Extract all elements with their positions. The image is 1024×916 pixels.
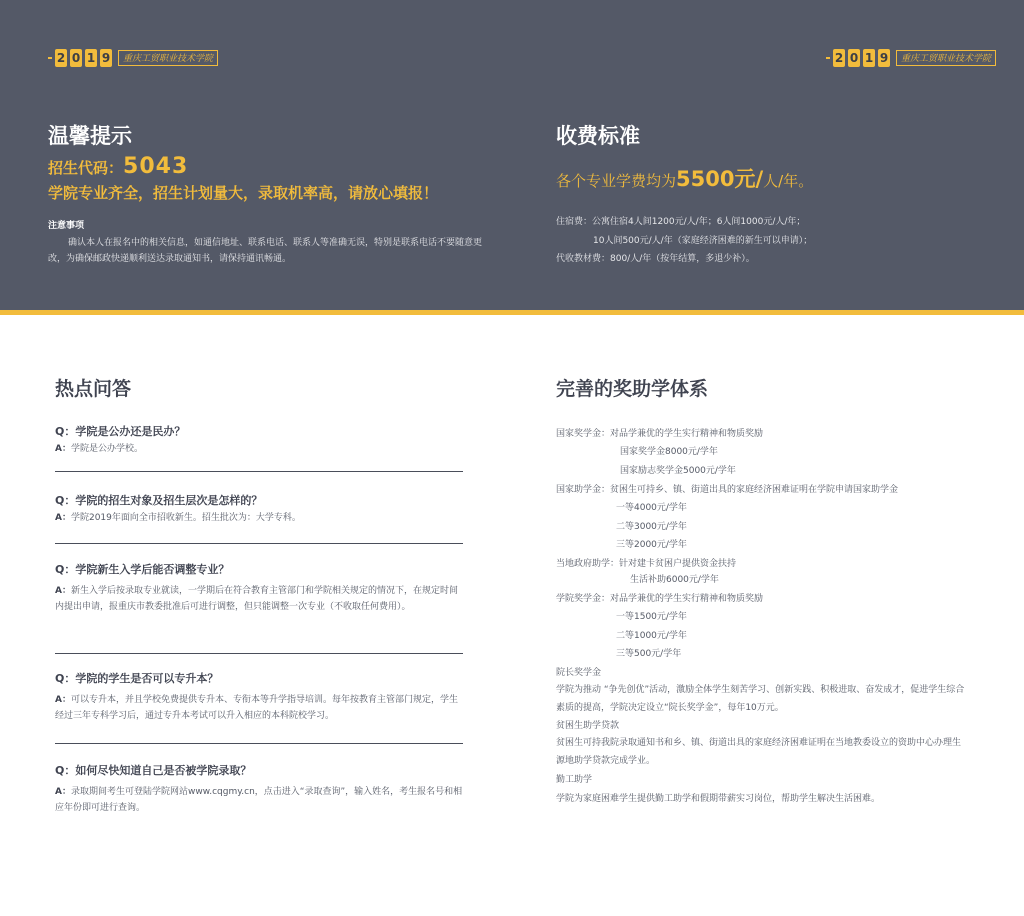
admission-code-value: 5043 xyxy=(123,154,189,179)
faq-question: Q：学院是公办还是民办？ xyxy=(55,425,186,438)
faq-answer xyxy=(55,692,463,724)
school-logo xyxy=(48,48,218,68)
logo-digit: 9 xyxy=(879,51,889,65)
faq-answer xyxy=(55,510,463,526)
aid-line: 三等500元/学年 xyxy=(616,649,682,659)
fee-detail: 住宿费：公寓住宿4人间1200元/人/年；6人间1000元/人/年； xyxy=(556,217,806,227)
aid-line: 院长奖学金 xyxy=(556,668,602,678)
faq-question: Q：学院新生入学后能否调整专业？ xyxy=(55,563,230,576)
faq-divider xyxy=(55,543,463,544)
aid-line: 学院奖学金：对品学兼优的学生实行精神和物质奖励 xyxy=(556,594,764,604)
aid-line: 国家奖学金8000元/学年 xyxy=(620,447,718,457)
faq-answer-text: 可以专升本，并且学校免费提供专升本、专衔本等升学指导培训。每年按教育主管部门规定，学生经过三年专科学习后，通过专升本考试可以升入相应的本科院校学习。 xyxy=(55,695,458,721)
faq-divider xyxy=(55,471,463,472)
aid-line: 国家励志奖学金5000元/学年 xyxy=(620,466,736,476)
note-title: 注意事项 xyxy=(48,221,85,231)
answer-prefix: A： xyxy=(55,444,71,454)
aid-title: 完善的奖助学体系 xyxy=(556,378,709,400)
logo-digit: 2 xyxy=(56,51,66,65)
logo-digit: 1 xyxy=(86,51,96,65)
logo-school-name: 重庆工贸职业技术学院 xyxy=(896,50,996,66)
loan-text: 贫困生可持我院录取通知书和乡、镇、街道出具的家庭经济困难证明在当地教委设立的资助中心办理生源地助学贷款完成学业。 xyxy=(556,738,962,766)
accent-stripe xyxy=(0,310,1024,315)
tuition-prefix: 各个专业学费均为 xyxy=(556,172,677,190)
faq-answer-text: 新生入学后按录取专业就读，一学期后在符合教育主管部门和学院相关规定的情况下，在规定时间内提出申请，报重庆市教委批准后可进行调整，但只能调整一次专业（不收取任何费用）。 xyxy=(55,586,458,612)
note-text: 确认本人在报名中的相关信息，如通信地址、联系电话、联系人等准确无误，特别是联系电话不要随意更改，为确保邮政快递顺利送达录取通知书，请保持通讯畅通。 xyxy=(48,238,483,264)
president-scholarship-text: 学院为推动 “争先创优”活动，激励全体学生刻苦学习、创新实践、积极进取、奋发成才，促进学生综合素质的提高，学院决定设立“院长奖学金”，每年10万元。 xyxy=(556,685,965,713)
faq-question: Q：学院的学生是否可以专升本？ xyxy=(55,672,219,685)
logo-digit: 9 xyxy=(101,51,111,65)
answer-prefix: A： xyxy=(55,513,71,523)
faq-answer xyxy=(55,583,463,615)
aid-line: 二等1000元/学年 xyxy=(616,631,687,641)
logo-bar xyxy=(48,57,52,59)
work-study-title: 勤工助学 xyxy=(556,775,593,785)
faq-divider xyxy=(55,653,463,654)
answer-prefix: A： xyxy=(55,787,71,797)
faq-answer-text: 学院2019年面向全市招收新生。招生批次为：大学专科。 xyxy=(70,513,301,523)
fees-title: 收费标准 xyxy=(556,124,640,148)
school-logo xyxy=(826,48,996,68)
faq-answer-text: 录取期间考生可登陆学院网站www.cqgmy.cn，点击进入“录取查询”，输入姓名，考生报名号和相应年份即可进行查询。 xyxy=(55,787,463,813)
logo-school-name: 重庆工贸职业技术学院 xyxy=(118,50,218,66)
tips-title: 温馨提示 xyxy=(48,124,132,148)
aid-line: 一等1500元/学年 xyxy=(616,612,687,622)
logo-digit: 0 xyxy=(849,51,859,65)
aid-line: 国家助学金：贫困生可持乡、镇、街道出具的家庭经济困难证明在学院申请国家助学金 xyxy=(556,485,899,495)
fee-detail: 代收教材费：800/人/年（按年结算，多退少补）。 xyxy=(556,254,755,264)
logo-digit: 2 xyxy=(834,51,844,65)
work-study-text: 学院为家庭困难学生提供勤工助学和假期带薪实习岗位，帮助学生解决生活困难。 xyxy=(556,794,881,804)
faq-answer xyxy=(55,784,463,816)
answer-prefix: A： xyxy=(55,695,71,705)
tuition-line xyxy=(556,163,813,193)
tuition-amount: 5500元/ xyxy=(676,167,764,191)
aid-line: 二等3000元/学年 xyxy=(616,522,687,532)
tuition-suffix: 人/年。 xyxy=(763,172,814,190)
tips-slogan: 学院专业齐全，招生计划量大，录取机率高，请放心填报！ xyxy=(48,184,439,202)
aid-line: 国家奖学金：对品学兼优的学生实行精神和物质奖励 xyxy=(556,429,764,439)
aid-line: 当地政府助学：针对建卡贫困户提供资金扶持 xyxy=(556,559,737,569)
faq-divider xyxy=(55,743,463,744)
aid-line: 一等4000元/学年 xyxy=(616,503,687,513)
admission-code-label: 招生代码： xyxy=(48,159,124,177)
logo-digit: 0 xyxy=(71,51,81,65)
answer-prefix: A： xyxy=(55,586,71,596)
logo-bar xyxy=(826,57,830,59)
fee-detail: 10人间500元/人/年（家庭经济困难的新生可以申请）； xyxy=(593,236,813,246)
admission-code xyxy=(48,154,188,179)
faq-question: Q：学院的招生对象及招生层次是怎样的？ xyxy=(55,494,263,507)
loan-title: 贫困生助学贷款 xyxy=(556,721,620,731)
aid-line: 生活补助6000元/学年 xyxy=(630,575,719,585)
faq-title: 热点问答 xyxy=(55,378,132,400)
faq-question: Q：如何尽快知道自己是否被学院录取？ xyxy=(55,764,252,777)
faq-answer xyxy=(55,441,463,457)
aid-line: 三等2000元/学年 xyxy=(616,540,687,550)
faq-answer-text: 学院是公办学校。 xyxy=(70,444,143,454)
logo-digit: 1 xyxy=(864,51,874,65)
